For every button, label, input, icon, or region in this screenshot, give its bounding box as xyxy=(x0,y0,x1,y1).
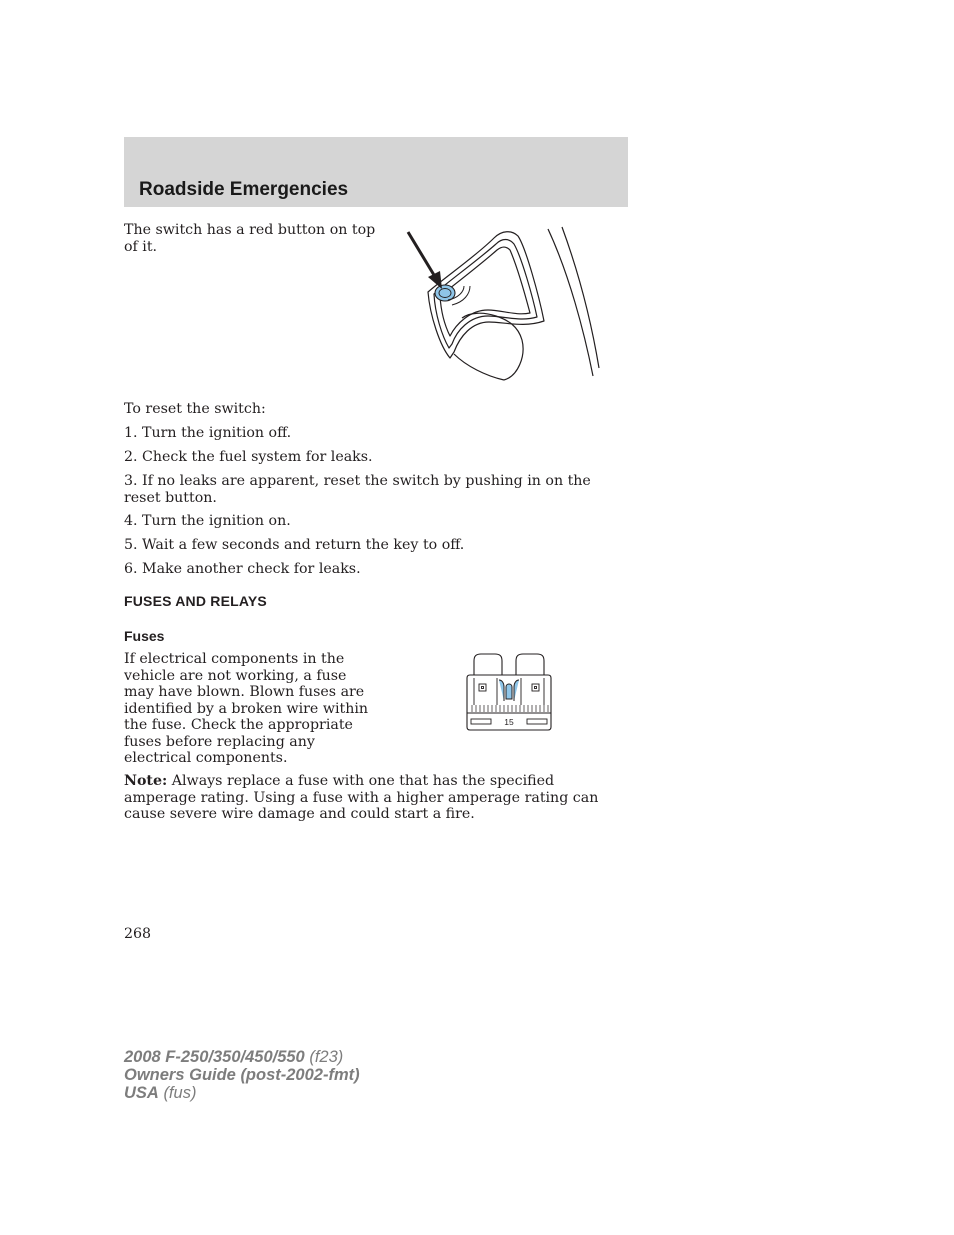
note-paragraph xyxy=(124,773,629,823)
footer-model: 2008 F-250/350/450/550 xyxy=(124,1048,305,1066)
blade-fuse-illustration xyxy=(462,653,556,733)
intro-text: The switch has a red button on top of it. xyxy=(124,222,376,255)
section-header-band xyxy=(124,137,628,207)
footer-market-code: (fus) xyxy=(163,1084,197,1102)
reset-step: 1. Turn the ignition off. xyxy=(124,425,292,441)
note-label: Note: xyxy=(124,773,168,789)
fuses-and-relays-heading: FUSES AND RELAYS xyxy=(124,593,267,609)
section-title: Roadside Emergencies xyxy=(139,179,349,200)
fuses-subheading: Fuses xyxy=(124,628,165,644)
page-number: 268 xyxy=(124,926,152,942)
reset-step: 4. Turn the ignition on. xyxy=(124,513,291,529)
footer-guide: Owners Guide (post-2002-fmt) xyxy=(124,1066,360,1084)
footer-model-code: (f23) xyxy=(309,1048,344,1066)
fuses-description: If electrical components in the vehicle are not working, a fuse may have blown. Blown fuses are identified by a broken wire within the fuse. Check the appropriate fuses before replacing any electrical components. xyxy=(124,651,369,766)
reset-step: 3. If no leaks are apparent, reset the switch by pushing in on the reset button. xyxy=(124,473,591,506)
reset-instructions-label: To reset the switch: xyxy=(124,401,266,417)
fuse-amperage-label: 15 xyxy=(504,717,514,727)
document-footer xyxy=(124,1048,360,1102)
reset-step: 6. Make another check for leaks. xyxy=(124,561,361,577)
note-text: Always replace a fuse with one that has the specified amperage rating. Using a fuse with a higher amperage rating can cause severe wire damage and could start a fire. xyxy=(124,773,599,822)
footer-market: USA xyxy=(124,1084,159,1102)
fuel-pump-shutoff-switch-illustration xyxy=(404,226,604,382)
reset-step: 2. Check the fuel system for leaks. xyxy=(124,449,373,465)
reset-step: 5. Wait a few seconds and return the key to off. xyxy=(124,537,465,553)
